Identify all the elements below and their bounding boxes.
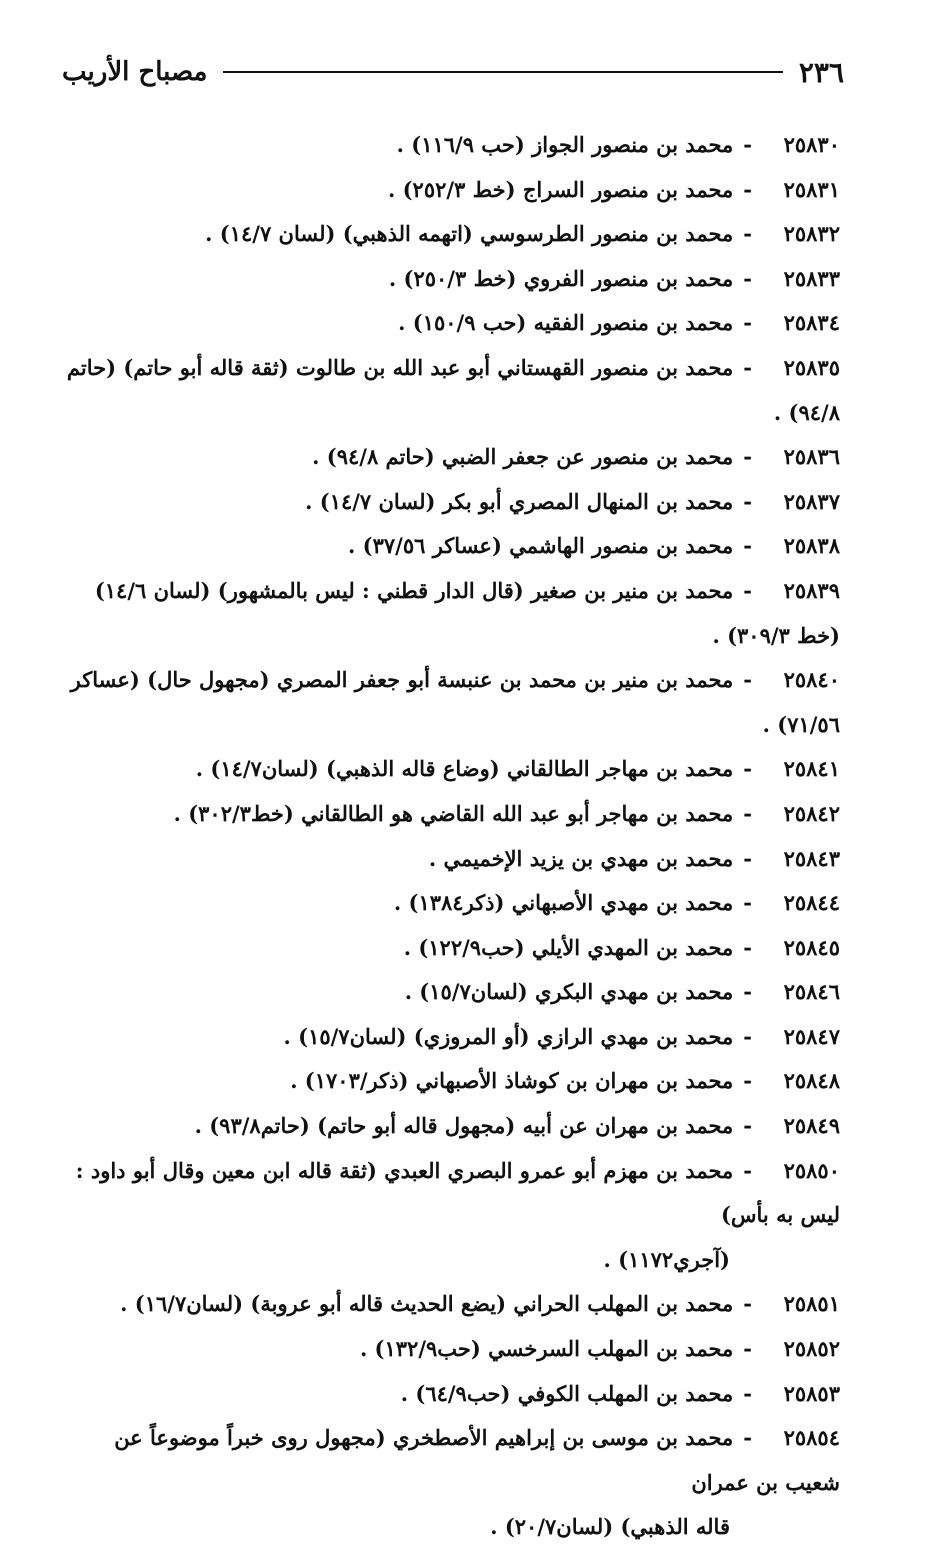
entry-text: محمد بن مهران عن أبيه (مجهول قاله أبو حاتم) (حاتم٩٣/٨) . <box>194 1113 734 1139</box>
entry-text: محمد بن منصور الجواز (حب ١١٦/٩) . <box>396 132 734 157</box>
entry-number: ٢٥٨٥٠ <box>783 1157 840 1183</box>
entry-text: محمد بن منير بن صغير (قال الدار قطني : ليس بالمشهور) (لسان ١٤/٦) (خط ٣٠٩/٣) . <box>94 577 840 648</box>
entry-text: محمد بن موسى بن إبراهيم الأصطخري (مجهول روى خبراً موضوعاً عن شعيب بن عمران <box>114 1425 840 1495</box>
list-item <box>62 346 840 435</box>
entry-separator: - <box>743 488 752 514</box>
entry-separator: - <box>743 1113 752 1139</box>
entry-text: محمد بن مهاجر أبو عبد الله القاضي هو الطالقاني (خط٣٠٢/٣) . <box>173 800 734 826</box>
entry-separator: - <box>743 845 752 871</box>
entry-separator: - <box>743 1380 752 1406</box>
entry-text: محمد بن منصور الهاشمي (عساكر ٣٧/٥٦) . <box>348 533 734 559</box>
entry-text: محمد بن منصور السراج (خط ٢٥٢/٣) . <box>387 176 734 202</box>
list-item <box>62 480 840 525</box>
list-item <box>62 926 840 971</box>
entry-number: ٢٥٨٤٥ <box>783 934 840 960</box>
entry-separator: - <box>743 1157 752 1183</box>
entry-number: ٢٥٨٤٩ <box>783 1113 840 1139</box>
list-item <box>62 435 840 480</box>
entry-text: محمد بن المهلب السرخسي (حب١٣٢/٩) . <box>359 1336 734 1362</box>
entry-separator: - <box>743 221 752 247</box>
list-item <box>62 1372 840 1417</box>
page-number: ٢٣٦ <box>798 55 844 89</box>
entry-separator: - <box>743 1023 752 1049</box>
entry-separator: - <box>743 1336 752 1362</box>
entry-number: ٢٥٨٣٤ <box>783 310 840 336</box>
list-item <box>62 881 840 926</box>
list-item <box>62 1149 840 1283</box>
entry-separator: - <box>743 756 752 782</box>
entry-separator: - <box>743 1068 752 1094</box>
entry-text: محمد بن مهدي الرازي (أو المروزي) (لسان١٥/٧) . <box>283 1023 734 1049</box>
entry-number: ٢٥٨٤٠ <box>783 667 840 693</box>
entry-number: ٢٥٨٥٢ <box>783 1336 840 1362</box>
entry-separator: - <box>743 979 752 1005</box>
entry-number: ٢٥٨٣٧ <box>783 488 840 514</box>
page-header <box>62 50 844 94</box>
list-item <box>62 524 840 569</box>
list-item <box>62 257 840 302</box>
entry-number: ٢٥٨٥١ <box>783 1291 840 1317</box>
entry-text: محمد بن منصور الفقيه (حب ١٥٠/٩) . <box>398 310 734 336</box>
entry-separator: - <box>743 890 752 916</box>
entry-list <box>62 123 840 1550</box>
list-item <box>62 1416 840 1550</box>
entry-text: محمد بن منصور الطرسوسي (اتهمه الذهبي) (لسان ١٤/٧) . <box>205 221 734 247</box>
entry-text: محمد بن منصور القهستاني أبو عبد الله بن طالوت (ثقة قاله أبو حاتم) (حاتم ٩٤/٨) . <box>66 354 840 425</box>
list-item <box>62 569 840 658</box>
entry-separator: - <box>743 310 752 336</box>
entry-number: ٢٥٨٥٣ <box>783 1380 840 1406</box>
entry-number: ٢٥٨٣٨ <box>783 533 840 559</box>
entry-separator: - <box>743 800 752 826</box>
entry-number: ٢٥٨٤٣ <box>783 845 840 871</box>
entry-continuation: (آجري١١٧٢) . <box>603 1246 730 1272</box>
entry-separator: - <box>743 354 752 380</box>
entry-separator: - <box>743 934 752 960</box>
entry-text: محمد بن منصور الفروي (خط ٢٥٠/٣) . <box>388 265 734 291</box>
entry-number: ٢٥٨٣٥ <box>783 354 840 380</box>
entry-number: ٢٥٨٣٢ <box>783 221 840 247</box>
entry-separator: - <box>743 444 752 470</box>
list-item <box>62 123 840 168</box>
list-item <box>62 837 840 882</box>
entry-text: محمد بن مهدي بن يزيد الإخميمي . <box>428 845 734 871</box>
entry-number: ٢٥٨٤٤ <box>783 890 840 916</box>
entry-text: محمد بن مهدي الأصبهاني (ذكر١٣٨٤) . <box>393 890 734 916</box>
entry-separator: - <box>743 265 752 291</box>
entry-number: ٢٥٨٣٩ <box>783 577 840 603</box>
entry-continuation: قاله الذهبي) (لسان٢٠/٧) . <box>490 1514 730 1540</box>
entry-separator: - <box>743 533 752 559</box>
list-item <box>62 747 840 792</box>
list-item <box>62 1327 840 1372</box>
entry-separator: - <box>743 176 752 202</box>
entry-number: ٢٥٨٤٦ <box>783 979 840 1005</box>
entry-text: محمد بن مهاجر الطالقاني (وضاع قاله الذهبي) (لسان١٤/٧) . <box>195 756 734 782</box>
entry-number: ٢٥٨٤٢ <box>783 800 840 826</box>
entry-text: محمد بن مهزم أبو عمرو البصري العبدي (ثقة قاله ابن معين وقال أبو داود : ليس به بأس) <box>75 1157 840 1228</box>
list-item <box>62 1104 840 1149</box>
entry-number: ٢٥٨٤٧ <box>783 1023 840 1049</box>
entry-separator: - <box>743 1291 752 1317</box>
entry-text: محمد بن مهدي البكري (لسان١٥/٧) . <box>404 979 734 1005</box>
entry-number: ٢٥٨٤١ <box>783 756 840 782</box>
book-title: مصباح الأريب <box>62 57 208 87</box>
entry-text: محمد بن منصور عن جعفر الضبي (حاتم ٩٤/٨) . <box>312 444 734 470</box>
list-item <box>62 970 840 1015</box>
list-item <box>62 212 840 257</box>
entry-separator: - <box>743 1425 752 1451</box>
entry-text: محمد بن منير بن محمد بن عنبسة أبو جعفر المصري (مجهول حال) (عساكر ٧١/٥٦) . <box>70 667 840 737</box>
entry-text: محمد بن مهران بن كوشاذ الأصبهاني (ذكر/١٧٠٣) . <box>290 1068 734 1094</box>
entry-number: ٢٥٨٥٤ <box>783 1425 840 1451</box>
entry-separator: - <box>743 577 752 603</box>
entry-number: ٢٥٨٣١ <box>783 176 840 202</box>
entry-separator: - <box>743 667 752 693</box>
entry-separator: - <box>743 132 752 157</box>
list-item <box>62 658 840 747</box>
list-item <box>62 1015 840 1060</box>
header-rule <box>223 71 782 73</box>
entry-text: محمد بن المهدي الأيلي (حب١٢٢/٩) . <box>403 934 734 960</box>
entry-number: ٢٥٨٤٨ <box>783 1068 840 1094</box>
entry-number: ٢٥٨٣٣ <box>783 265 840 291</box>
list-item <box>62 168 840 213</box>
entry-text: محمد بن المهلب الحراني (يضع الحديث قاله أبو عروبة) (لسان١٦/٧) . <box>120 1291 734 1317</box>
list-item <box>62 1282 840 1327</box>
list-item <box>62 792 840 837</box>
list-item <box>62 1059 840 1104</box>
entry-text: محمد بن المهلب الكوفي (حب٦٤/٩) . <box>400 1380 734 1406</box>
list-item <box>62 301 840 346</box>
entry-text: محمد بن المنهال المصري أبو بكر (لسان ١٤/٧) . <box>305 488 734 514</box>
entry-number: ٢٥٨٣٦ <box>783 444 840 470</box>
entry-number: ٢٥٨٣٠ <box>783 132 840 157</box>
